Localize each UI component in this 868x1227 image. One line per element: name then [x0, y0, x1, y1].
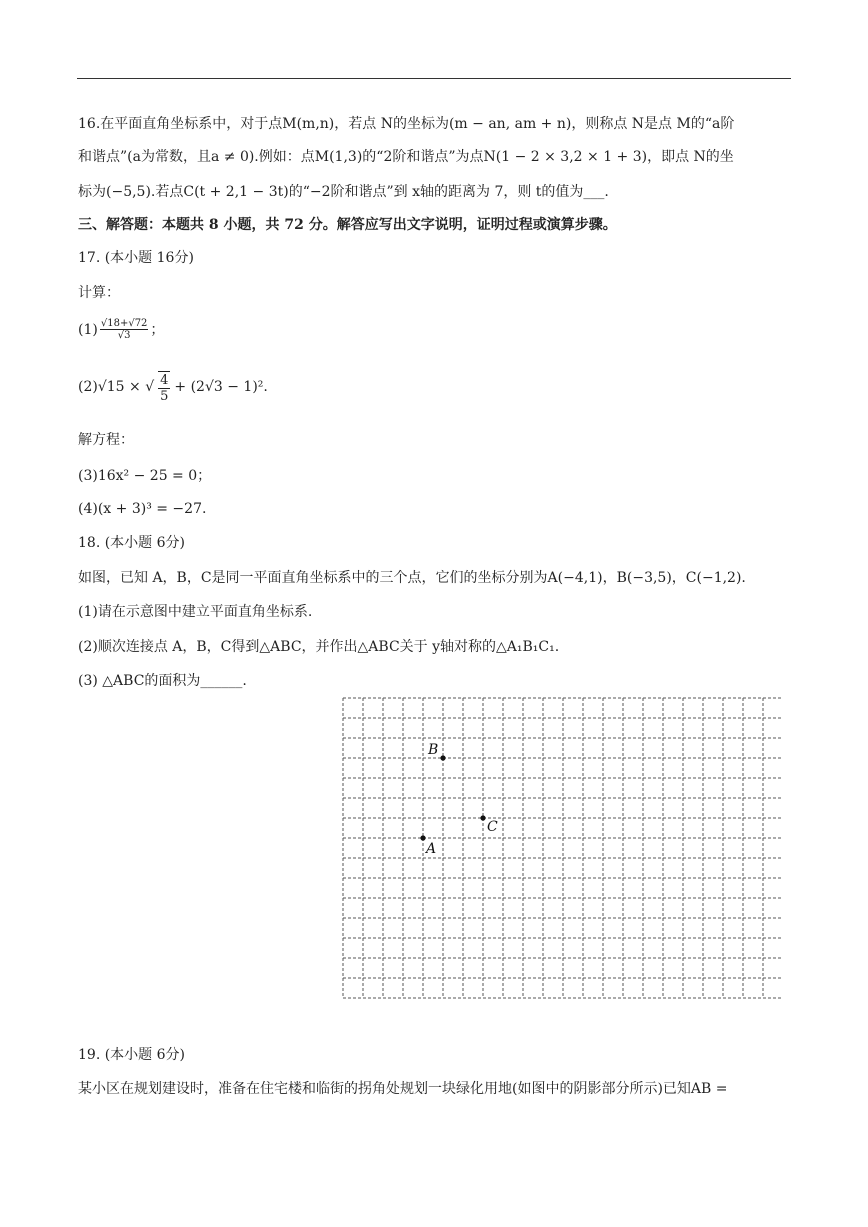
- section3-heading: 三、解答题：本题共 8 小题，共 72 分。解答应写出文字说明，证明过程或演算步骤。: [78, 217, 617, 233]
- q18-intro: 如图，已知 A，B，C是同一平面直角坐标系中的三个点，它们的坐标分别为A(−4,1)，B(−3,5)，C(−1,2).: [78, 570, 746, 586]
- point-a-dot: [420, 835, 425, 840]
- q16-line3: 标为(−5,5).若点C(t + 2,1 − 3t)的“−2阶和谐点”到 x轴的距离为 7，则 t的值为___.: [78, 184, 609, 200]
- point-c-label: C: [487, 819, 498, 835]
- q17-part2: [78, 364, 268, 410]
- q17-solve-label: 解方程：: [78, 432, 134, 448]
- q17-part4: (4)(x + 3)³ = −27.: [78, 501, 207, 517]
- q19-intro: 某小区在规划建设时，准备在住宅楼和临街的拐角处规划一块绿化用地(如图中的阴影部分所示)已知AB =: [78, 1081, 728, 1097]
- q19-header: 19. (本小题 6分): [78, 1047, 185, 1063]
- point-b-label: B: [428, 742, 439, 758]
- q17-part1-denominator: √3: [117, 330, 131, 341]
- point-b-dot: [440, 755, 445, 760]
- q17-part1-suffix: ；: [150, 322, 165, 338]
- q17-part1: [78, 318, 164, 342]
- q17-part3: (3)16x² − 25 = 0；: [78, 468, 212, 484]
- q17-part2-numerator: 4: [160, 372, 169, 388]
- q17-part1-numerator: √18+√72: [100, 318, 148, 329]
- point-a-label: A: [426, 841, 437, 857]
- q18-header: 18. (本小题 6分): [78, 535, 185, 551]
- q17-part1-prefix: (1): [78, 322, 98, 338]
- q16-line1: 16.在平面直角坐标系中，对于点M(m,n)，若点 N的坐标为(m − an, am + n)，则称点 N是点 M的“a阶: [78, 116, 735, 132]
- q16-line2: 和谐点”(a为常数，且a ≠ 0).例如：点M(1,3)的“2阶和谐点”为点N(1 − 2 × 3,2 × 1 + 3)，即点 N的坐: [78, 149, 734, 165]
- q17-header: 17. (本小题 16分): [78, 250, 194, 266]
- point-c-dot: [480, 815, 485, 820]
- q17-part2-prefix: (2)√15 × √: [78, 379, 155, 395]
- q18-part2: (2)顺次连接点 A，B，C得到△ABC，并作出△ABC关于 y轴对称的△A₁B₁C₁.: [78, 639, 560, 655]
- q17-part2-fraction: [158, 371, 170, 404]
- q18-part1: (1)请在示意图中建立平面直角坐标系.: [78, 604, 313, 620]
- q18-part3: (3) △ABC的面积为______.: [78, 673, 247, 689]
- q17-part1-fraction: [100, 318, 149, 342]
- header-rule: [77, 78, 791, 79]
- q17-calc-label: 计算：: [78, 285, 120, 301]
- q17-part2-suffix: + (2√3 − 1)².: [174, 379, 268, 395]
- q18-grid-figure: [342, 697, 782, 1009]
- q17-part2-denominator: 5: [160, 388, 169, 404]
